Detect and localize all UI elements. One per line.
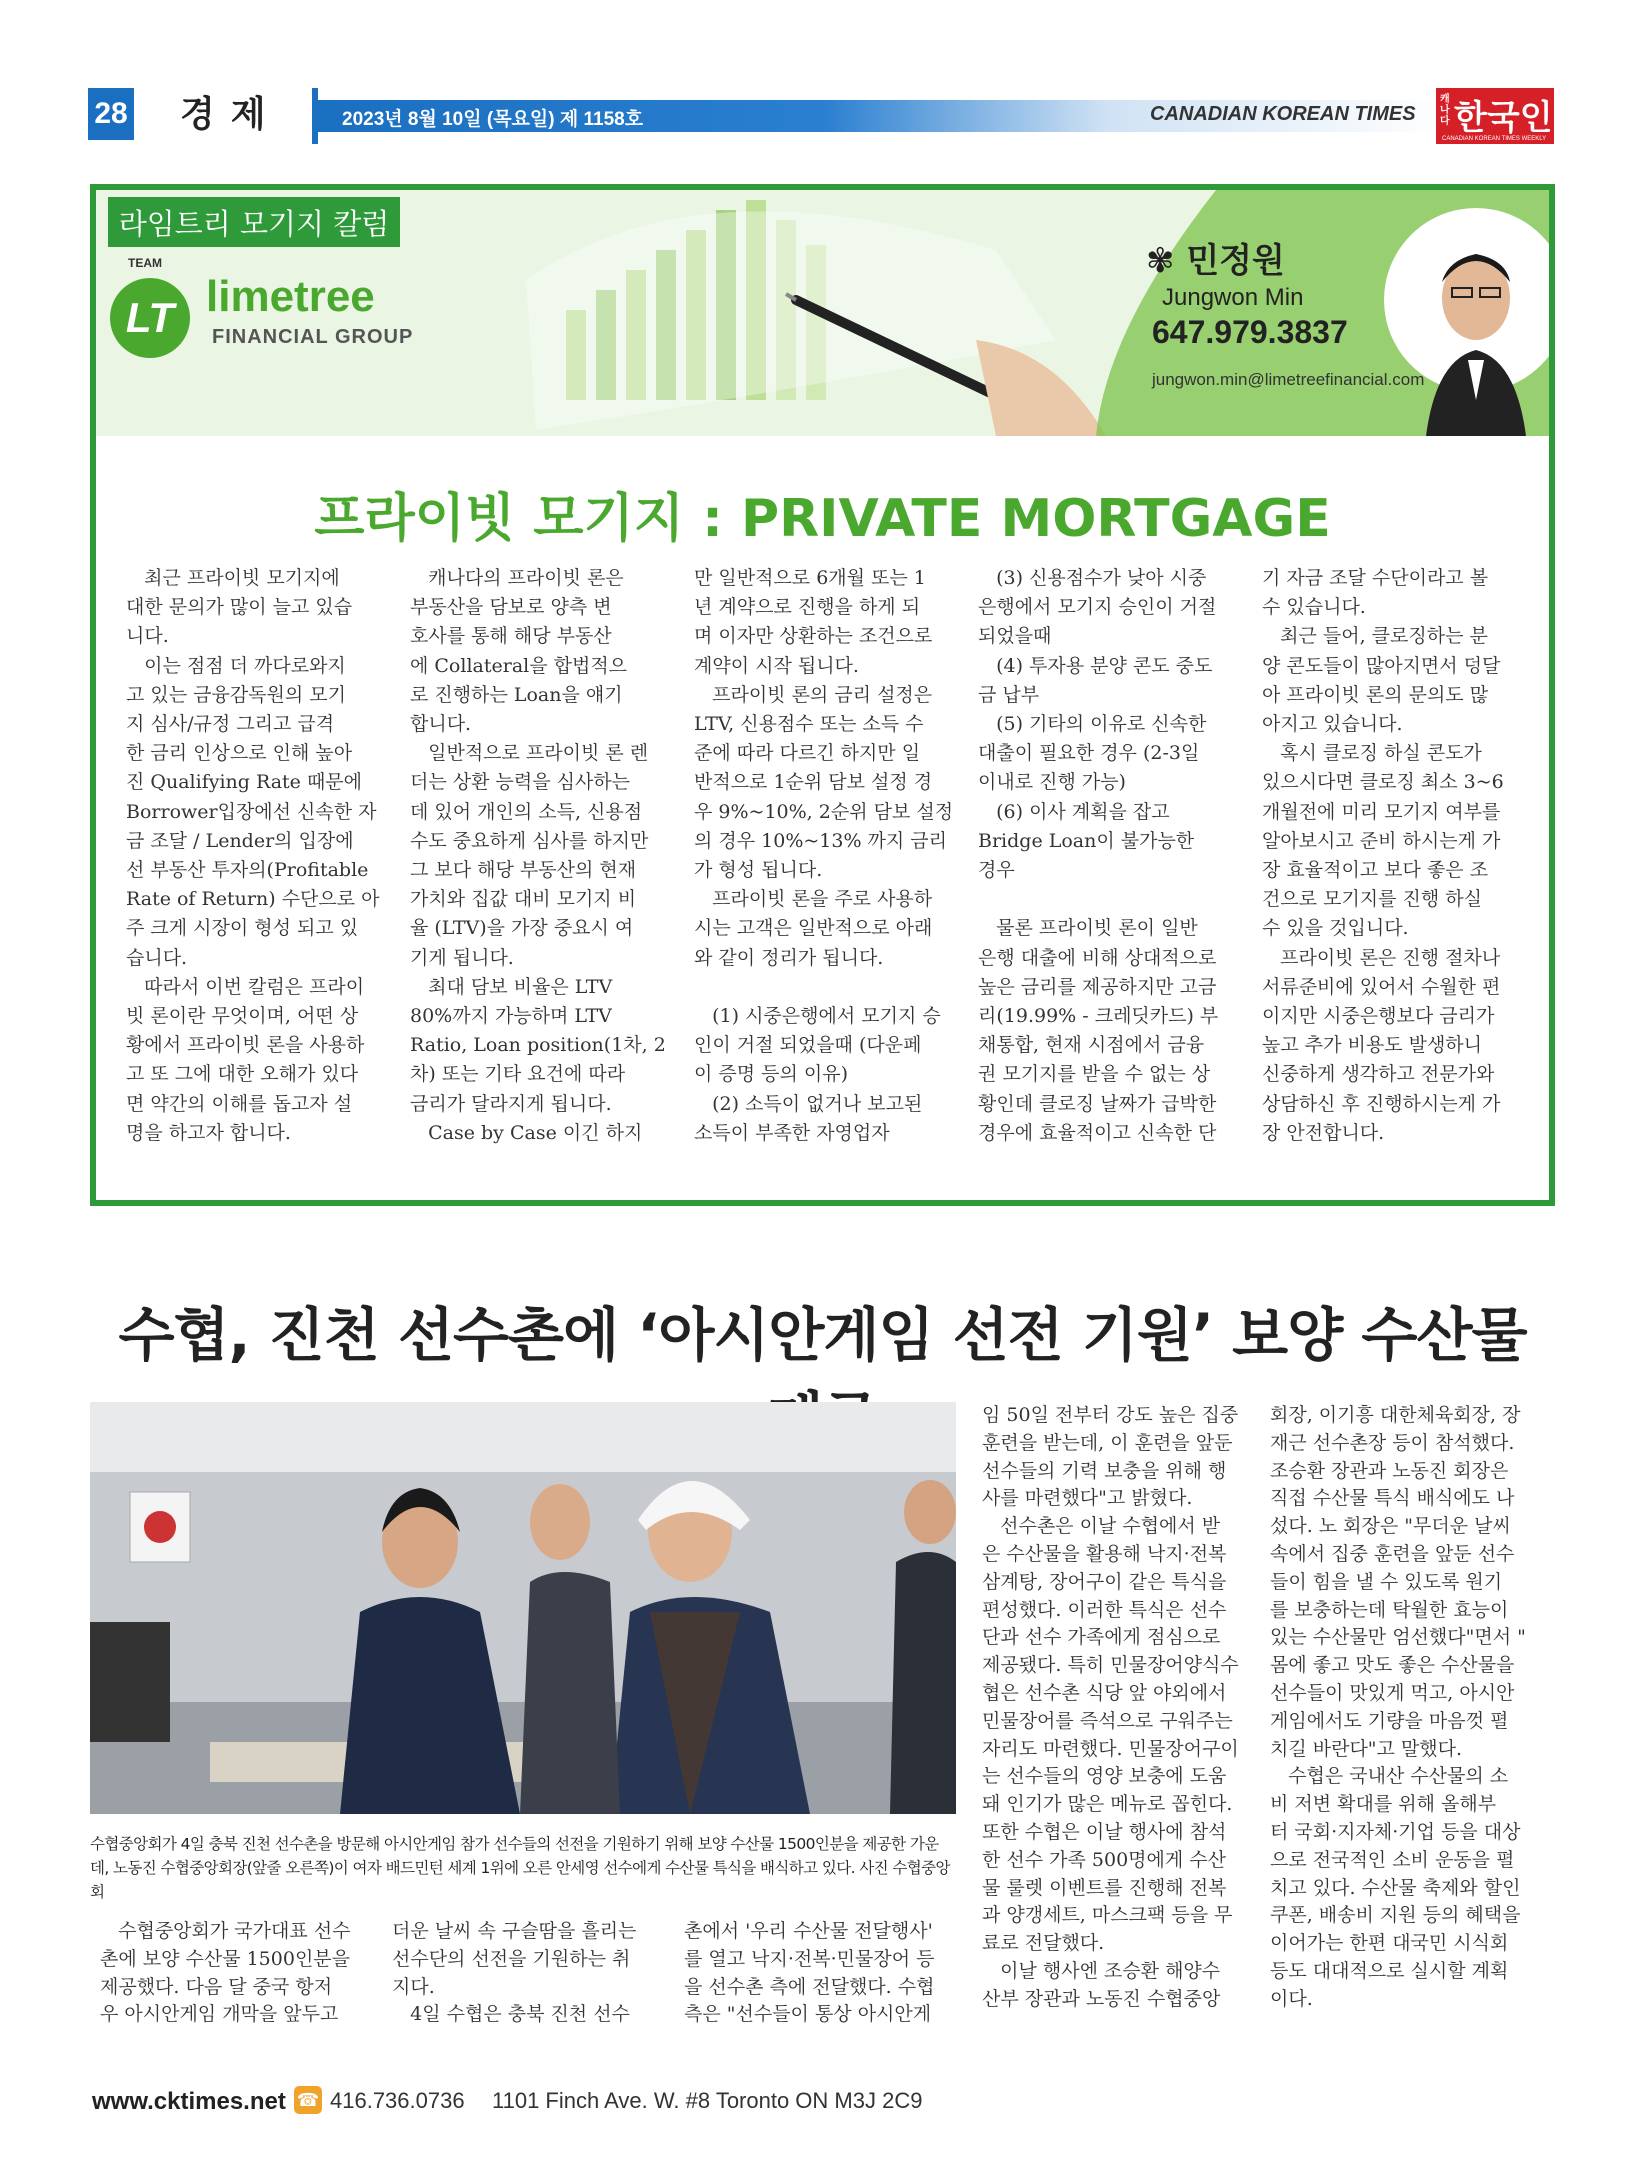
photo-caption: 수협중앙회가 4일 충북 진천 선수촌을 방문해 아시안게임 참가 선수들의 선전을 기원하기 위해 보양 수산물 1500인분을 제공한 가운데, 노동진 수협중앙회장(앞줄 오른쪽)이 여자 배드민턴 세계 1위에 오른 안세영 선수에게 수산물 특식을 배식하고 있다. 사진 수협중앙회 [90,1835,950,1901]
paper-logo[interactable] [1436,88,1554,144]
limetree-logo-icon: LT [110,278,190,358]
section-title: 경제 [180,94,282,135]
news-headline: 수협, 진천 선수촌에 ‘아시안게임 선전 기원’ 보양 수산물 [118,1301,1527,1369]
news-text-2: 더운 날씨 속 구슬땀을 흘리는 선수단의 선전을 기원하는 취 지다. 4일 수협은 충북 진천 선수 [392,1920,637,2026]
phone-icon: ☎ [294,2086,322,2114]
issue-date: 2023년 8월 10일 (목요일) 제 1158호 [342,109,644,130]
footer-website[interactable]: www.cktimes.net [92,2088,286,2115]
column-text-2: 캐나다의 프라이빗 론은 부동산을 담보로 양측 변 호사를 통해 해당 부동산 에 Collateral을 합법적으 로 진행하는 Loan을 얘기 합니다. 일반적으로 프라이빗 론 렌 더는 상환 능력을 심사하는 데 있어 개인의 소득, 신용점 수도 중요하게 심사를 하지만 그 보다 해당 부동산의 현재 가치와 집값 대비 모기지 비 율 (LTV)을 가장 중요시 여 기게 됩니다. 최대 담보 비율은 LTV 80%까지 가능하며 LTV Ratio, Loan position(1차, 2 차) 또는 기타 요건에 따라 금리가 달라지게 됩니다. Case by Case 이긴 하지 [410,567,666,1144]
sponsor-subtitle: FINANCIAL GROUP [212,326,414,348]
logo-small-text: 캐나다 [1440,94,1450,127]
news-photo [90,1402,956,1814]
header-divider [312,88,318,144]
logo-main-text: 한국인 [1454,98,1553,138]
column-tag: 라임트리 모기지 칼럼 [108,197,400,247]
news-text-4: 임 50일 전부터 강도 높은 집중 훈련을 받는데, 이 훈련을 앞둔 선수들의 기력 보충을 위해 행 사를 마련했다"고 밝혔다. 선수촌은 이날 수협에서 받 은 수산물을 활용해 낙지·전복 삼계탕, 장어구이 같은 특식을 편성했다. 이러한 특식은 선수 단과 선수 가족에게 점심으로 제공됐다. 특히 민물장어양식수 협은 선수촌 식당 앞 야외에서 민물장어를 즉석으로 구워주는 자리도 마련했다. 민물장어구이 는 선수들의 영양 보충에 도움 돼 인기가 많은 메뉴로 꼽힌다. 또한 수협은 이날 행사에 참석 한 선수 가족 500명에게 수산 물 룰렛 이벤트를 진행해 전복 과 양갱세트, 마스크팩 등을 무 료로 전달했다. 이날 행사엔 조승환 해양수 산부 장관과 노동진 수협중앙 [982,1404,1239,2010]
page-number: 28 [88,88,134,140]
author-name: ✾ 민정원 [1146,241,1285,281]
author-name-en: Jungwon Min [1162,284,1304,311]
author-phone[interactable]: 647.979.3837 [1152,314,1348,350]
column-text-5: 기 자금 조달 수단이라고 볼 수 있습니다. 최근 들어, 클로징하는 분 양 콘도들이 많아지면서 덩달 아 프라이빗 론의 문의도 많 아지고 있습니다. 혹시 클로징 하실 콘도가 있으시다면 클로징 최소 3~6 개월전에 미리 모기지 여부를 알아보시고 준비 하시는게 가 장 효율적이고 보다 좋은 조 건으로 모기지를 진행 하실 수 있을 것입니다. 프라이빗 론은 진행 절차나 서류준비에 있어서 수월한 편 이지만 시중은행보다 금리가 높고 추가 비용도 발생하니 신중하게 생각하고 전문가와 상담하신 후 진행하시는게 가 장 안전합니다. [1262,567,1504,1144]
footer-address: 1101 Finch Ave. W. #8 Toronto ON M3J 2C9 [492,2088,923,2113]
news-photo-illustration [90,1402,956,1814]
news-text-3: 촌에서 '우리 수산물 전달행사' 를 열고 낙지·전복·민물장어 등 을 선수촌 측에 전달했다. 수협 측은 "선수들이 통상 아시안게 [684,1920,935,2026]
column-text-1: 최근 프라이빗 모기지에 대한 문의가 많이 늘고 있습 니다. 이는 점점 더 까다로와지 고 있는 금융감독원의 모기 지 심사/규정 그리고 급격 한 금리 인상으로 인해 높아 진 Qualifying Rate 때문에 Borrower입장에선 신속한 자 금 조달 / Lender의 입장에 선 부동산 투자의(Profitable Rate of Return) 수단으로 아 주 크게 시장이 형성 되고 있 습니다. 따라서 이번 칼럼은 프라이 빗 론이란 무엇이며, 어떤 상 황에서 프라이빗 론을 사용하 고 또 그에 대한 오해가 있다 면 약간의 이해를 돕고자 설 명을 하고자 합니다. [126,567,380,1144]
column-title: 프라이빗 모기지 : PRIVATE MORTGAGE [314,489,1331,549]
paper-name: CANADIAN KOREAN TIMES [1150,103,1416,125]
sponsor-name: limetree [206,272,375,321]
news-text-5: 회장, 이기흥 대한체육회장, 장 재근 선수촌장 등이 참석했다. 조승환 장관과 노동진 회장은 직접 수산물 특식 배식에도 나 섰다. 노 회장은 "무더운 날씨 속에서 집중 훈련을 앞둔 선수 들이 힘을 낼 수 있도록 원기 를 보충하는데 탁월한 효능이 있는 수산물만 엄선했다"면서 " 몸에 좋고 맛도 좋은 수산물을 선수들이 맛있게 먹고, 아시안 게임에서도 기량을 마음껏 펼 치길 바란다"고 말했다. 수협은 국내산 수산물의 소 비 저변 확대를 위해 올해부 터 국회·지자체·기업 등을 대상 으로 전국적인 소비 운동을 펼 치고 있다. 수산물 축제와 할인 쿠폰, 배송비 지원 등의 혜택을 이어가는 한편 대국민 시식회 등도 대대적으로 실시할 계획 이다. [1270,1404,1526,2010]
author-email[interactable]: jungwon.min@limetreefinancial.com [1152,370,1425,389]
flower-icon: ✾ [1146,241,1187,281]
news-text-1: 수협중앙회가 국가대표 선수 촌에 보양 수산물 1500인분을 제공했다. 다음 달 중국 항저 우 아시안게임 개막을 앞두고 [100,1920,351,2026]
column-text-3: 만 일반적으로 6개월 또는 1 년 계약으로 진행을 하게 되 며 이자만 상환하는 조건으로 계약이 시작 됩니다. 프라이빗 론의 금리 설정은 LTV, 신용점수 또는 소득 수 준에 따라 다르긴 하지만 일 반적으로 1순위 담보 설정 경 우 9%~10%, 2순위 담보 설정 의 경우 10%~13% 까지 금리 가 형성 됩니다. 프라이빗 론을 주로 사용하 시는 고객은 일반적으로 아래 와 같이 정리가 됩니다. (1) 시중은행에서 모기지 승 인이 거절 되었을때 (다운페 이 증명 등의 이유) (2) 소득이 없거나 보고된 소득이 부족한 자영업자 [694,567,954,1144]
logo-tagline: CANADIAN KOREAN TIMES WEEKLY [1442,136,1547,142]
column-text-4: (3) 신용점수가 낮아 시중 은행에서 모기지 승인이 거절 되었을때 (4) 투자용 분양 콘도 중도 금 납부 (5) 기타의 이유로 신속한 대출이 필요한 경우 (2-3일 이내로 진행 가능) (6) 이사 계획을 잡고 Bridge Loan이 불가능한 경우 물론 프라이빗 론이 일반 은행 대출에 비해 상대적으로 높은 금리를 제공하지만 고금 리(19.99% - 크레딧카드) 부 채통합, 현재 시점에서 금융 권 모기지를 받을 수 없는 상 황인데 클로징 날짜가 급박한 경우에 효율적이고 신속한 단 [978,567,1219,1144]
footer-phone[interactable]: 416.736.0736 [330,2088,465,2113]
team-label: TEAM [128,256,162,270]
